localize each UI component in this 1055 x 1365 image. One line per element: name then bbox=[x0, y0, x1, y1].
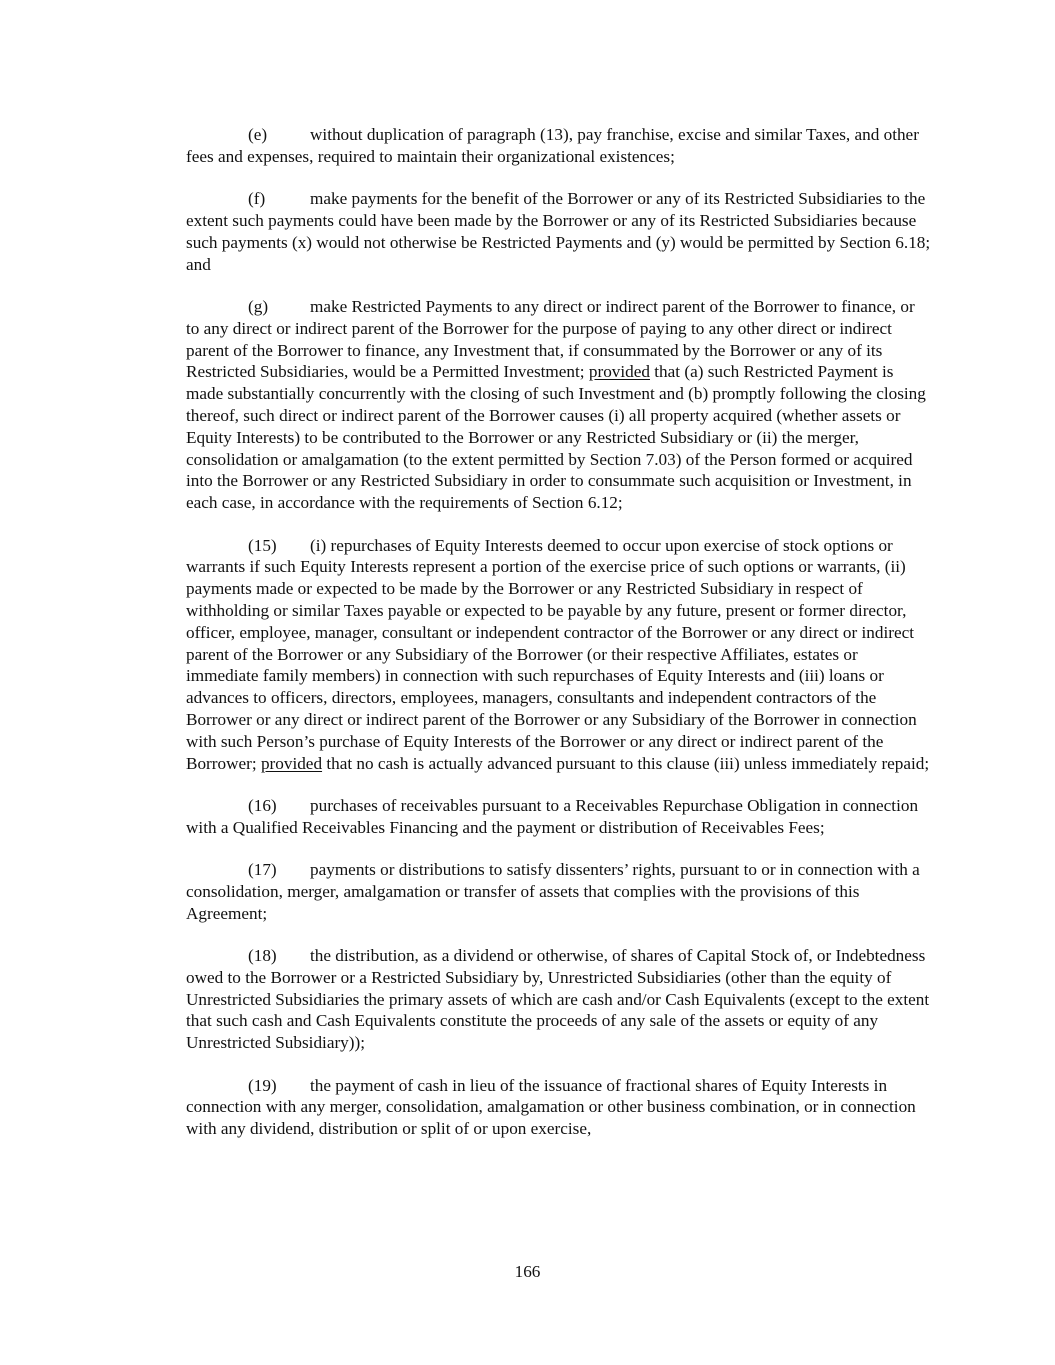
paragraph-label: (16) bbox=[248, 795, 277, 815]
paragraph-text: (i) repurchases of Equity Interests deemed to occur upon exercise of stock options or warrants if such Equity Interests represent a portion of the exercise price of such options or warrants, (ii) payments made or expected to be made by the Borrower or any Restricted Subsidiary in respect of withholding or similar Taxes payable or expected to be payable by any future, present or former director, officer, employee, manager, consultant or independent contractor of the Borrower or any direct or indirect parent of the Borrower or any Subsidiary of the Borrower (or their respective Affiliates, estates or immediate family members) in connection with such repurchases of Equity Interests and (iii) loans or advances to officers, directors, employees, managers, consultants and independent contractors of the Borrower or any direct or indirect parent of the Borrower or any Subsidiary of the Borrower in connection with such Person’s purchase of Equity Interests of the Borrower or any direct or indirect parent of the Borrower; bbox=[186, 535, 917, 773]
paragraph-text: make Restricted Payments to any direct or indirect parent of the Borrower to finance, or to any direct or indirect parent of the Borrower for the purpose of paying to any other direct or indirect parent of the Borrower to finance, any Investment that, if consummated by the Borrower or any of its Restricted Subsidiaries, would be a Permitted Investment; bbox=[186, 296, 915, 382]
paragraph-e bbox=[186, 124, 932, 168]
paragraph-label: (f) bbox=[248, 189, 266, 209]
paragraph-15 bbox=[186, 535, 932, 775]
paragraph-g bbox=[186, 296, 932, 514]
paragraph-label: (17) bbox=[248, 860, 277, 880]
page-number: 166 bbox=[514, 1262, 541, 1281]
paragraph-label: (g) bbox=[248, 296, 269, 316]
document-body bbox=[186, 124, 932, 1161]
paragraph-19 bbox=[186, 1075, 932, 1140]
paragraph-text: without duplication of paragraph (13), pay franchise, excise and similar Taxes, and other fees and expenses, required to maintain their organizational existences; bbox=[186, 125, 919, 166]
paragraph-label: (19) bbox=[248, 1075, 277, 1095]
paragraph-label: (18) bbox=[248, 946, 277, 966]
paragraph-16 bbox=[186, 795, 932, 839]
paragraph-18 bbox=[186, 945, 932, 1054]
paragraph-text: the payment of cash in lieu of the issuance of fractional shares of Equity Interests in connection with any merger, consolidation, amalgamation or other business combination, or in connection with any dividend, distribution or split of or upon exercise, bbox=[186, 1075, 916, 1139]
paragraph-text: that no cash is actually advanced pursuant to this clause (iii) unless immediately repaid; bbox=[322, 753, 930, 773]
paragraph-text: purchases of receivables pursuant to a Receivables Repurchase Obligation in connection with a Qualified Receivables Financing and the payment or distribution of Receivables Fees; bbox=[186, 795, 919, 837]
paragraph-text: make payments for the benefit of the Borrower or any of its Restricted Subsidiaries to the extent such payments could have been made by the Borrower or any of its Restricted Subsidiaries because such payments (x) would not otherwise be Restricted Payments and (y) would be permitted by Section 6.18; and bbox=[186, 189, 931, 274]
paragraph-f bbox=[186, 188, 932, 275]
provided-term: provided bbox=[260, 753, 323, 773]
paragraph-text: payments or distributions to satisfy dissenters’ rights, pursuant to or in connection with a consolidation, merger, amalgamation or transfer of assets that complies with the provisions of this Agreement; bbox=[186, 860, 920, 923]
paragraph-text: the distribution, as a dividend or otherwise, of shares of Capital Stock of, or Indebtedness owed to the Borrower or a Restricted Subsidiary by, Unrestricted Subsidiaries (other than the equity of Unrestricted Subsidiaries the primary assets of which are cash and/or Cash Equivalents (except to the extent that such cash and Cash Equivalents constitute the proceeds of any sale of the assets or equity of any Unrestricted Subsidiary)); bbox=[186, 946, 930, 1053]
paragraph-label: (e) bbox=[248, 125, 268, 144]
paragraph-label: (15) bbox=[248, 535, 277, 555]
paragraph-17 bbox=[186, 859, 932, 924]
paragraph-text: that (a) such Restricted Payment is made substantially concurrently with the closing of such Investment and (b) promptly following the closing thereof, such direct or indirect parent of the Borrower causes (i) all property acquired (whether assets or Equity Interests) to be contributed to the Borrower or any Restricted Subsidiary or (ii) the merger, consolidation or amalgamation (to the extent permitted by Section 7.03) of the Person formed or acquired into the Borrower or any Restricted Subsidiary in order to consummate such acquisition or Investment, in each case, in accordance with the requirements of Section 6.12; bbox=[186, 362, 926, 513]
provided-term: provided bbox=[588, 362, 650, 382]
